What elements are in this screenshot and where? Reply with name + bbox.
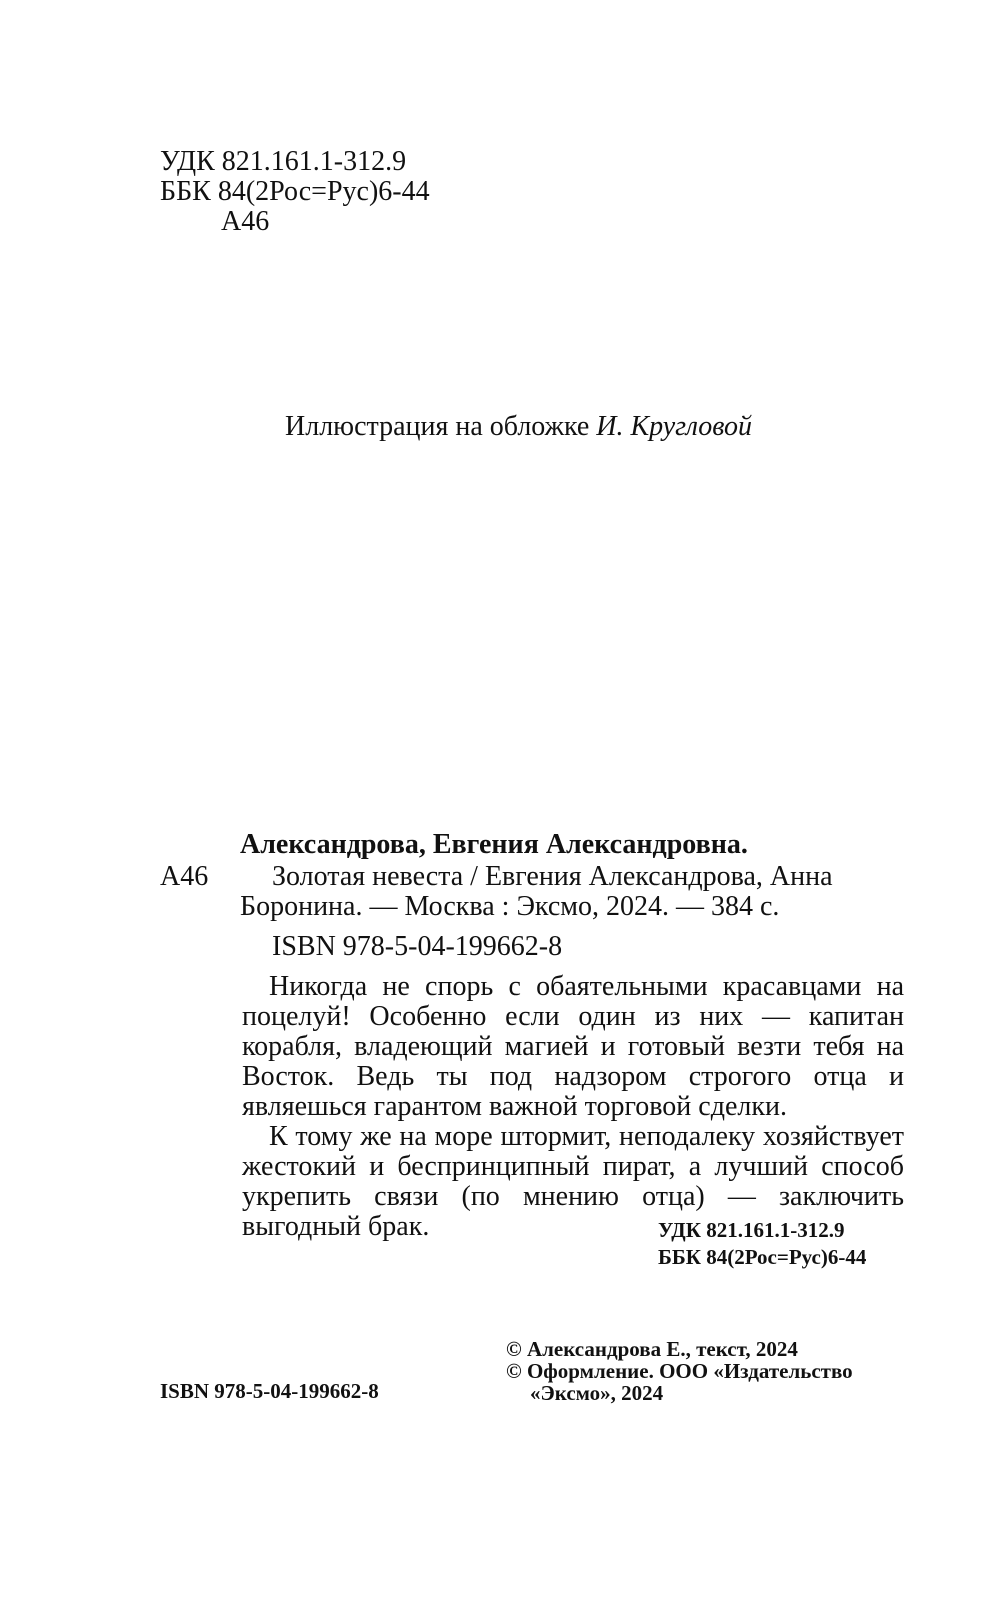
udk-code: УДК 821.161.1-312.9 — [160, 146, 407, 177]
bottom-udk-code: УДК 821.161.1-312.9 — [658, 1218, 845, 1242]
bottom-bbk-code: ББК 84(2Рос=Рус)6-44 — [658, 1245, 867, 1269]
annotation-paragraph-2: К тому же на море штормит, неподалеку хозяйствует жестокий и беспринципный пират, а лучший способ укрепить связи (по мнению отца) — заключить выгодный брак. — [242, 1121, 904, 1242]
author-mark: А46 — [221, 206, 270, 237]
copyright-design-line-1: © Оформление. ООО «Издательство — [506, 1359, 853, 1383]
record-title-line-2: Боронина. — Москва : Эксмо, 2024. — 384 с. — [240, 891, 780, 922]
illustration-label: Иллюстрация на обложке — [285, 411, 597, 442]
annotation — [242, 972, 904, 1242]
record-title-line-1: Золотая невеста / Евгения Александрова, Анна — [272, 861, 833, 892]
author-heading: Александрова, Евгения Александровна. — [240, 829, 748, 860]
annotation-paragraph-1: Никогда не спорь с обаятельными красавцами на поцелуй! Особенно если один из них — капитан корабля, владеющий магией и готовый везти тебя на Восток. Ведь ты под надзором строгого отца и являешься гарантом важной торговой сделки. — [242, 971, 904, 1122]
bbk-code: ББК 84(2Рос=Рус)6-44 — [160, 176, 430, 207]
illustration-credit — [285, 412, 752, 442]
record-author-mark: А46 — [160, 861, 209, 892]
footer-isbn: ISBN 978-5-04-199662-8 — [160, 1379, 379, 1403]
copyright-design-line-2: «Эксмо», 2024 — [530, 1381, 664, 1405]
copyright-text: © Александрова Е., текст, 2024 — [506, 1337, 798, 1361]
record-isbn: ISBN 978-5-04-199662-8 — [272, 931, 563, 962]
illustration-artist: И. Кругловой — [596, 411, 753, 442]
